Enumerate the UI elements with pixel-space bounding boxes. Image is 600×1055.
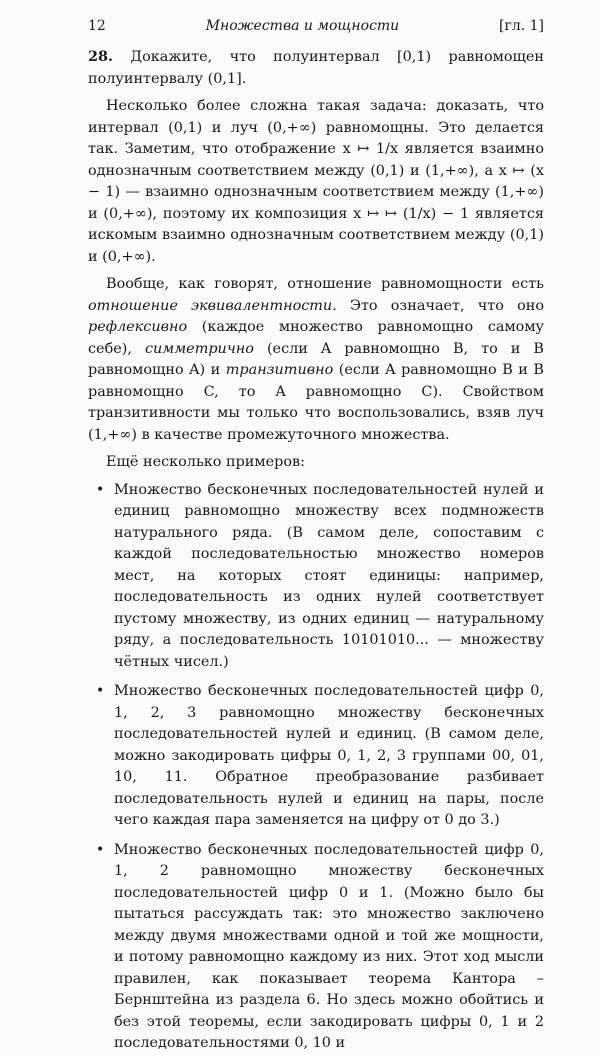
chapter-label: [гл. 1]: [499, 18, 544, 34]
list-item: [88, 681, 544, 832]
p2-text-4: (если A равномощно B, то и B равномощно A) и: [88, 340, 544, 378]
list-item-text: Множество бесконечных последовательностей нулей и единиц равномощно множеству всех подмножеств натурального ряда. (В самом деле, сопоставим с каждой последовательностью множество номеров мест, на которых стоят единицы: например, последовательность из одних нулей соответствует пустому множеству, из одних единиц — натуральному ряду, а последовательность 10101010... — множеству чётных чисел.): [114, 481, 544, 670]
problem-text: Докажите, что полуинтервал [0,1) равномощен полуинтервалу (0,1].: [88, 49, 544, 87]
examples-intro: Ещё несколько примеров:: [106, 454, 305, 470]
list-item-text: Множество бесконечных последовательностей цифр 0, 1, 2 равномощно множеству бесконечных последовательностей цифр 0 и 1. (Можно было бы пытаться рассуждать так: это множество заключено между двумя множествами одной и той же мощности, и потому равномощно каждому из них. Этот ход мысли правилен, как показывает теорема Кантора – Бернштейна из раздела 6. Но здесь можно обойтись и без этой теоремы, если закодировать цифры 0, 1 и 2 последовательностями 0, 10 и: [114, 841, 544, 1051]
page-number: 12: [88, 18, 106, 34]
running-head: [88, 18, 544, 34]
p2-italic-reflexive: рефлексивно: [88, 319, 188, 335]
list-item: [88, 480, 544, 674]
list-item: [88, 840, 544, 1055]
bullet-icon: •: [96, 481, 105, 498]
p2-text-3: (каждое множество равномощно самому себе),: [88, 319, 544, 357]
p2-text-1: Вообще, как говорят, отношение равномощности есть: [106, 276, 544, 292]
problem-number: 28.: [88, 48, 114, 65]
p2-text-5: (если A равномощно B и B равномощно C, то A равномощно C). Свойством транзитивности мы только что воспользовались, взяв луч (1,+∞) в качестве промежуточного множества.: [88, 362, 544, 443]
paragraph-interval-ray: Несколько более сложна такая задача: доказать, что интервал (0,1) и луч (0,+∞) равномощны. Это делается так. Заметим, что отображение x ↦ 1/x является взаимно однозначным соответствием между (0,1) и (1,+∞), а x ↦ (x − 1) — взаимно однозначным соответствием между (1,+∞) и (0,+∞), поэтому их композиция x ↦ ↦ (1/x) − 1 является искомым взаимно однозначным соответствием между (0,1) и (0,+∞).: [88, 98, 544, 265]
problem-28: [88, 46, 544, 90]
p2-italic-symmetric: симметрично: [144, 340, 254, 357]
list-item-text: Множество бесконечных последовательностей цифр 0, 1, 2, 3 равномощно множеству бесконечных последовательностей нулей и единиц. (В самом деле, можно закодировать цифры 0, 1, 2, 3 группами 00, 01, 10, 11. Обратное преобразование разбивает последовательность нулей и единиц на пары, после чего каждая пара заменяется на цифру от 0 до 3.): [114, 683, 544, 828]
p2-italic-transitive: транзитивно: [225, 362, 334, 378]
p2-italic-equivalence: отношение эквивалентности: [88, 297, 333, 314]
examples-list: [88, 480, 544, 1055]
paragraph-equivalence: [88, 274, 544, 446]
section-title: Множества и мощности: [205, 18, 400, 34]
bullet-icon: •: [96, 841, 105, 858]
bullet-icon: •: [96, 683, 105, 699]
p2-text-2: . Это означает, что оно: [332, 297, 544, 314]
